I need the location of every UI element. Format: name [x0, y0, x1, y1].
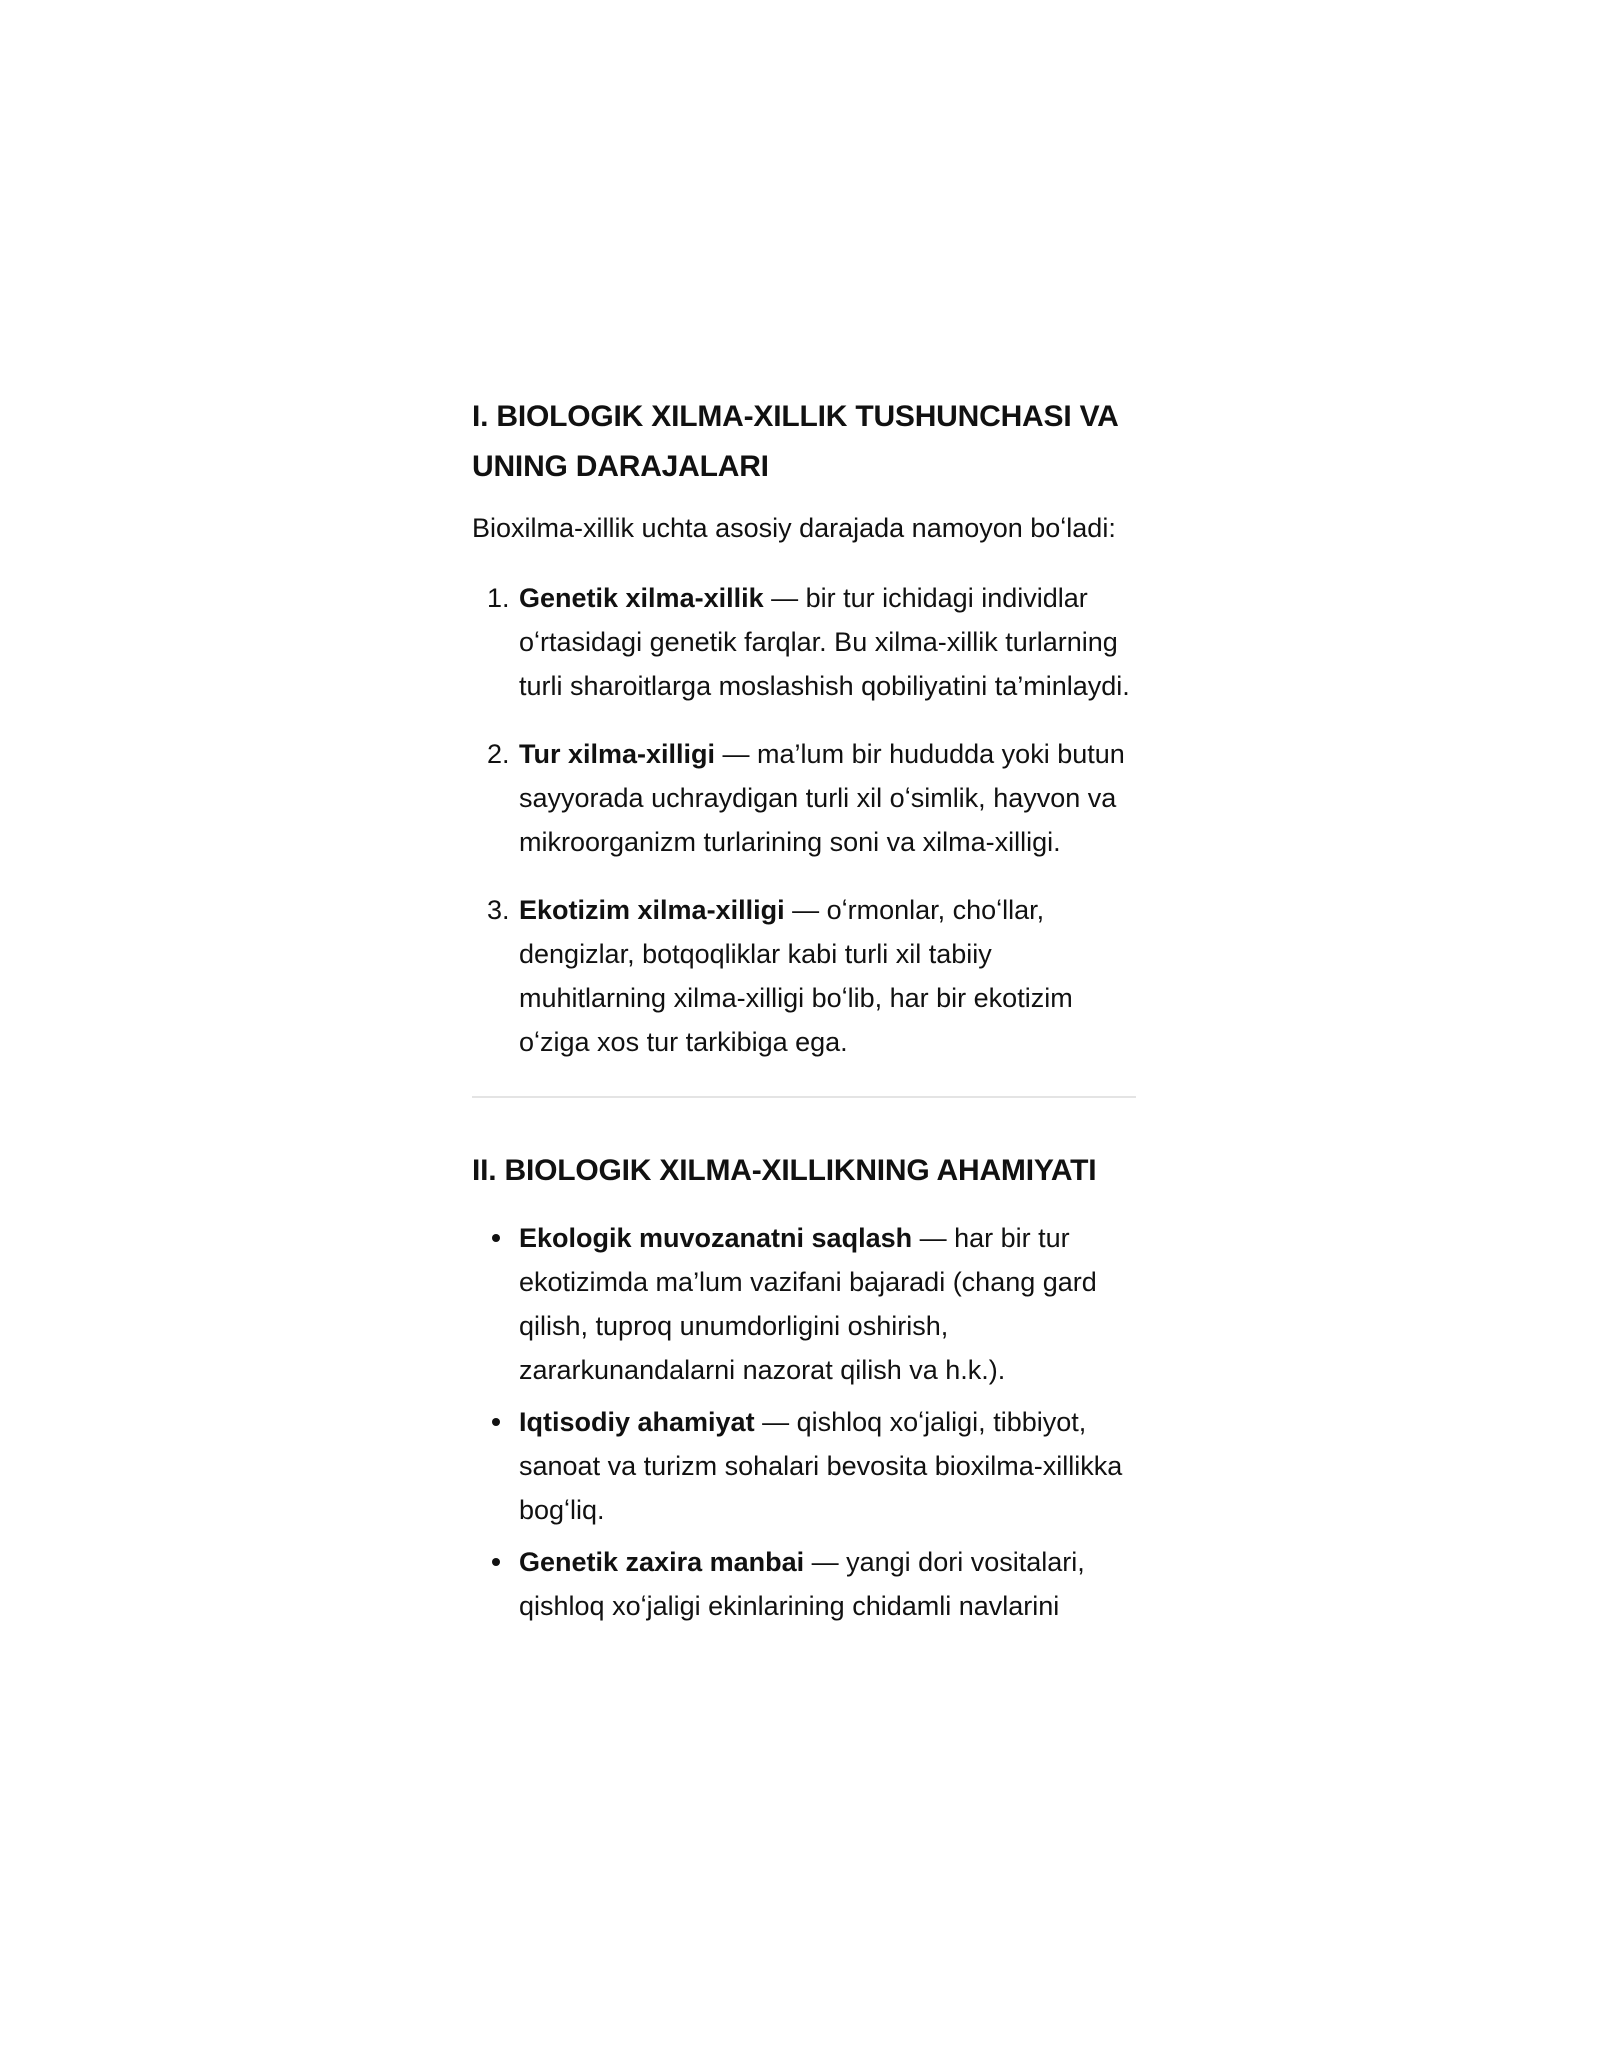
list-item-term: Iqtisodiy ahamiyat [519, 1407, 755, 1437]
list-item-number: 2. [487, 739, 510, 769]
diversity-levels-list [472, 576, 1136, 1064]
document-page [472, 392, 1136, 1636]
list-item-number: 3. [487, 895, 510, 925]
list-item-term: Tur xilma-xilligi [519, 739, 716, 769]
list-item [519, 1540, 1136, 1628]
list-item [519, 1400, 1136, 1532]
section-2-heading: II. BIOLOGIK XILMA-XILLIKNING AHAMIYATI [472, 1154, 1097, 1187]
list-item-term: Ekologik muvozanatni saqlash [519, 1223, 913, 1253]
list-item-term: Ekotizim xilma-xilligi [519, 895, 785, 925]
list-item-text: — bir tur ichidagi individlar oʻrtasidagi genetik farqlar. Bu xilma-xillik turlarning turli sharoitlarga moslashish qobiliyatini ta’minlaydi. [519, 583, 1130, 701]
list-item-term: Genetik xilma-xillik [519, 583, 764, 613]
section-divider [472, 1096, 1136, 1098]
list-item-text: — qishloq xoʻjaligi, tibbiyot, sanoat va turizm sohalari bevosita bioxilma-xillikka bogʻliq. [519, 1407, 1123, 1525]
list-item-term: Genetik zaxira manbai [519, 1547, 805, 1577]
list-item [487, 732, 1136, 864]
bullet-icon [492, 1234, 500, 1242]
list-item [519, 1216, 1136, 1392]
section-1-intro: Bioxilma-xillik uchta asosiy darajada namoyon boʻladi: [472, 513, 1116, 543]
list-item-text: — yangi dori vositalari, qishloq xoʻjaligi ekinlarining chidamli navlarini [519, 1547, 1085, 1621]
list-item [487, 576, 1136, 708]
list-item-number: 1. [487, 583, 510, 613]
section-1-heading-line-2: UNING DARAJALARI [472, 450, 769, 483]
list-item-text: — har bir tur ekotizimda ma’lum vazifani bajaradi (chang gard qilish, tuproq unumdorligini oshirish, zararkunandalarni nazorat qilish va h.k.). [519, 1223, 1097, 1385]
importance-list [472, 1216, 1136, 1628]
list-item-text: — ma’lum bir hududda yoki butun sayyorada uchraydigan turli xil oʻsimlik, hayvon va mikroorganizm turlarining soni va xilma-xilligi. [519, 739, 1125, 857]
section-1-heading [472, 392, 1136, 492]
section-1-heading-line-1: I. BIOLOGIK XILMA-XILLIK TUSHUNCHASI VA [472, 400, 1119, 433]
list-item [487, 888, 1136, 1064]
bullet-icon [492, 1418, 500, 1426]
bullet-icon [492, 1558, 500, 1566]
list-item-text: — oʻrmonlar, choʻllar, dengizlar, botqoqliklar kabi turli xil tabiiy muhitlarning xilma-xilligi boʻlib, har bir ekotizim oʻziga xos tur tarkibiga ega. [519, 895, 1073, 1057]
